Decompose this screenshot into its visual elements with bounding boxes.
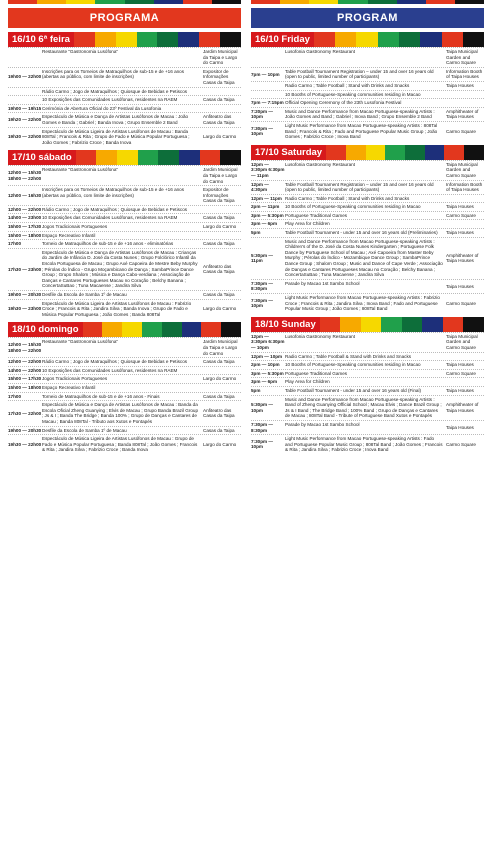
event-location: Casas da Taipa xyxy=(203,292,235,297)
schedule-row xyxy=(251,98,484,107)
event-description: Table Football Tournament Registration – under 15 and over 16 years old (open to public, limited number of participants) xyxy=(285,68,434,80)
schedule-row xyxy=(251,293,484,313)
event-location: Information Booth of Taipa Houses xyxy=(446,181,483,193)
event-location: Taipa Municipal Garden and Carmo Square xyxy=(446,49,478,66)
event-description: Torneio de Matraquilhos de sub-15 e de +16 anos - Finais xyxy=(42,393,160,399)
event-description: Torneio de Matraquilhos de sub-15 e de +16 anos - eliminatórias xyxy=(42,241,174,247)
event-description: Radio Carmo ; Table Football & Stand with Drinks and Snacks xyxy=(285,353,412,359)
event-location: Largo do Carmo xyxy=(203,441,237,447)
schedule-row xyxy=(8,67,241,87)
schedule-row xyxy=(8,392,241,401)
event-time: 12pm — 10pm xyxy=(251,353,283,359)
event-description: Inscrições para os Torneios de Matraquilhos de sub-15 e de +16 anos (abertas ao público, com limite de inscrições) xyxy=(42,68,185,80)
event-description: Light Music Performance from Macao Portuguese-speaking Artists : Fabrizio Croce ; Francois & Rita ; Jandira Silva ; Inova Band ; Fado and Portuguese Popular Music Group ; João Gomes ; 808Tal Band xyxy=(285,295,440,312)
top-stripe xyxy=(251,0,484,4)
schedule-row xyxy=(8,231,241,240)
event-description: Restaurante "Gastronomia Lusófona" xyxy=(42,167,119,173)
flag-stripes xyxy=(83,322,241,337)
event-description: Rádio Carmo ; Jogo de Matraquilhos ; Quiosque de Bebidas e Petiscos xyxy=(42,206,188,212)
event-description: Espectáculo de Música e Dança de Artistas Lusófonos de Macau : Banda da Escola Oficial Zheng Guanying ; Elvis de Macau ; Grupo Banda Brazil Group ; Js & I ; Banda The Bridge ; Banda 100% ; Grupo de Danças e Cantares de Macau ; Banda 808Tal - Tributo aos Xutos e Pontapés xyxy=(42,402,199,424)
event-time: 3pm — 6pm xyxy=(251,379,278,385)
event-time: 7:30pm — 10pm xyxy=(251,438,273,450)
event-location: Taipa Municipal Garden and Carmo Square xyxy=(446,333,478,350)
schedule-row xyxy=(8,127,241,147)
event-description: Desfile da Escola de Samba 1º de Macau xyxy=(42,427,127,433)
event-description: Table Football Tournament - under 15 and over 16 years old (Preliminaries) xyxy=(285,230,438,236)
event-description: Espaço Recreativo Infantil xyxy=(42,384,96,390)
schedule-row xyxy=(8,434,241,454)
event-time: 3pm — 5:30pm xyxy=(251,370,284,376)
event-time: 7:30pm — 10pm xyxy=(251,125,273,137)
event-time: 19h00 — 20h30 xyxy=(8,292,42,297)
event-description: 10 Exposições das Comunidades Lusófonas, residentes na RAEM xyxy=(42,215,178,221)
event-time: 19h20 — 22h00 xyxy=(8,117,42,123)
event-location: Largo do Carmo xyxy=(203,306,237,312)
event-location: Largo do Carmo xyxy=(203,224,237,230)
schedule-row xyxy=(251,360,484,369)
schedule-row xyxy=(8,213,241,222)
event-description: Official Opening Ceremony of the 23th Lusofonia Festival xyxy=(285,100,402,106)
top-stripe xyxy=(8,0,241,4)
schedule-row xyxy=(8,185,241,205)
event-location: Anfiteatro das Casas da Taipa xyxy=(203,407,235,419)
event-description: 10 Exposições das Comunidades Lusófonas, residentes na RAEM xyxy=(42,367,178,373)
schedule-row xyxy=(8,337,241,357)
event-time: 2pm — 11pm xyxy=(251,204,280,210)
event-location: Casas da Taipa xyxy=(203,359,235,365)
event-location: Jardim Municipal da Taipa e Largo do Carmo xyxy=(203,167,238,184)
event-description: Lusofonia Gastronomy Restaurant xyxy=(285,161,355,167)
schedule-row xyxy=(251,420,484,434)
event-time: 15h00 — 17h30 xyxy=(8,224,42,230)
event-time: 7:20pm — 10pm xyxy=(251,108,273,120)
schedule-row xyxy=(8,112,241,126)
event-description: Espectáculo de Música e Dança de Artistas Lusófonos de Macau : João Gomes e Banda ; Gabriel ; Banda Inova ; Grupo Ensemble 2 Band xyxy=(42,114,189,125)
schedule-row xyxy=(251,67,484,81)
program-title: PROGRAMA xyxy=(8,8,241,28)
event-time: 14h00 — 22h00 xyxy=(8,367,42,373)
event-time: 5pm xyxy=(251,230,261,236)
schedule-row xyxy=(8,400,241,425)
event-time: 17h00 xyxy=(8,241,22,247)
schedule-row xyxy=(251,180,484,194)
event-description: Jogos Tradicionais Portugueses xyxy=(42,224,108,230)
portuguese-column xyxy=(8,0,241,852)
event-time: 14h00 — 23h00 xyxy=(8,215,42,221)
event-time: 19h00 — 19h15 xyxy=(8,105,42,111)
event-time: 12h00 — 15h30 18h00 — 22h00 xyxy=(8,342,42,353)
event-description: Light Music Performance from Macao Portuguese-speaking Artists : 808Tal Band ; Francois & Rita ; Fado and Portuguese Popular Music Group ; João Gomes ; Fabrizio Croce ; Inova Band xyxy=(285,122,438,140)
schedule-row xyxy=(251,352,484,361)
event-location: Anfiteatro das Casas da Taipa xyxy=(203,114,235,125)
event-description: Music and Dance Performance from Macao Portuguese-speaking Artists : Band of Zheng Guanying Official School ; Macau Elvis ; Dance Brazil Group ; Js & I Band ; The Bridge Band ; 100% Band ; Grupo de Danças e Cantares de Macau ; 808Tal Band - Tribute of Portuguese Band Xutos e Pontapés xyxy=(285,396,442,419)
event-location: Casas da Taipa xyxy=(203,97,235,103)
event-location: Amphitheater of Taipa Houses xyxy=(446,252,479,264)
schedule-row xyxy=(251,211,484,220)
event-time: 7pm — 7:15pm xyxy=(251,100,284,106)
event-time: 7:30pm — 8:30pm xyxy=(251,421,273,433)
schedule-row xyxy=(8,239,241,248)
event-time: 19h30 — 22h00 xyxy=(8,134,42,140)
schedule-row xyxy=(251,47,484,67)
schedule-row xyxy=(8,374,241,383)
event-location: Taipa Houses xyxy=(446,362,474,368)
event-description: Desfile da Escola de Samba 1º de Macau xyxy=(42,292,127,297)
schedule-row xyxy=(251,202,484,211)
event-description: Light Music Performance from Macao Portuguese-speaking Artists : Fado and Portuguese Popular Music Group ; 808Tal Band ; João Gomes ; Francois & Rita ; Jandira Silva ; Fabrizio Croce ; Inova Band xyxy=(285,436,443,453)
event-time: 19h00 — 22h00 xyxy=(8,74,42,80)
event-location: Taipa Houses xyxy=(446,204,474,210)
event-location: Taipa Houses xyxy=(446,82,474,88)
day-header xyxy=(251,32,484,47)
event-description: Parade by Macao 1st Sambo School xyxy=(285,421,360,427)
event-time: 5pm xyxy=(251,387,261,393)
event-description: Radio Carmo ; Table Football ; Stand with Drinks and Snacks xyxy=(285,195,410,201)
day-header xyxy=(8,322,241,337)
flag-stripes xyxy=(314,32,484,47)
day-header xyxy=(8,150,241,165)
english-column xyxy=(251,0,484,852)
schedule-row xyxy=(251,81,484,90)
event-location: Expositor de Informações Casas da Taipa xyxy=(203,187,235,204)
event-description: Inscrições para os Torneios de Matraquilhos de sub-15 e de +16 anos (abertas ao público, com limite de inscrições) xyxy=(42,187,185,198)
event-time: 17h30 — 23h00 xyxy=(8,266,42,272)
flag-stripes xyxy=(74,32,241,47)
event-time: 3pm — 5:30pm xyxy=(251,212,284,218)
day-label: 18/10 Sunday xyxy=(251,317,320,332)
event-description: Espectáculo de Música Ligeira de Artistas Lusófonos de Macau : Banda 808Tal ; Francois & Rita ; Grupo de Fado e Música Popular Portuguesa ; João Gomes ; Fabrizio Croce ; Banda Inova xyxy=(42,128,190,145)
schedule-row xyxy=(251,219,484,228)
schedule-row xyxy=(251,121,484,141)
schedule-row xyxy=(8,95,241,104)
event-description: Restaurante "Gastronomia Lusófona" xyxy=(42,49,119,54)
event-description: Espectáculo de Música Ligeira de Artistas Lusófonos de Macau : Grupo de Fado e Música Popular Portuguesa ; Banda 808Tal ; João Gomes ; Francois & Rita ; Jandira Silva ; Fabrizio Croce ; Banda Inova xyxy=(42,436,198,453)
day-label: 16/10 6ª feira xyxy=(8,32,74,47)
schedule-row xyxy=(8,87,241,96)
day-label: 17/10 Saturday xyxy=(251,145,326,160)
event-description: Portuguese Traditional Games xyxy=(285,212,348,218)
day-label: 18/10 domingo xyxy=(8,322,83,337)
schedule-row xyxy=(251,90,484,99)
event-description: Lusofonia Gastronomy Restaurant xyxy=(285,333,355,339)
day-header xyxy=(251,145,484,160)
event-time: 12pm — 11pm xyxy=(251,195,282,201)
schedule-row xyxy=(251,228,484,237)
event-description: Cerimónia de Abertura Oficial do 23º Festival da Lusofonia xyxy=(42,105,162,111)
schedule-row xyxy=(8,290,241,299)
schedule-row xyxy=(8,104,241,113)
event-time: 12h00 — 22h00 xyxy=(8,359,42,365)
event-location: Casas da Taipa xyxy=(203,393,235,399)
event-time: 15h00 — 18h00 xyxy=(8,232,42,238)
schedule-row xyxy=(8,426,241,435)
schedule-row xyxy=(251,395,484,420)
event-description: Espectáculo de Música Ligeira de Artistas Lusófonos de Macau : Fabrizio Croce ; Francois & Rita ; Jandira Silva ; Banda Inova ; Grupo de Fado e Música Popular Portuguesa ; João Gomes ; Banda 808Tal xyxy=(42,300,192,317)
event-location: Largo do Carmo xyxy=(203,376,237,382)
event-description: 10 Exposições das Comunidades Lusófonas, residentes na RAEM xyxy=(42,97,178,103)
event-time: 12h00 — 15h30 18h00 — 22h00 xyxy=(8,170,42,181)
event-description: Rádio Carmo ; Jogo de Matraquilhos ; Quiosque de Bebidas e Petiscos xyxy=(42,88,188,94)
schedule-row xyxy=(8,47,241,67)
schedule-row xyxy=(251,194,484,203)
event-time: 19h30 — 22h00 xyxy=(8,441,42,447)
event-description: Music and Dance Performance from Macao Portuguese-speaking Artists : Children's of the D. José da Costa Nunes Kindergarten ; Portuguese Folk Dance by Portuguese School of Macau ; Axé Capoeira from Master Beby Murphy ; Pérolas do Índico - Mozambique Dance Group ; SambaPrince Dance Group ; Shalom Group ; Music and Dance of Cape Verde ; Associação de Danças e Cantares Portugueses Macau no Coração ; Belchy Banana ; ConcertaSuBao ; Tuna Macaense ; Jandira Silva xyxy=(285,238,443,278)
schedule-row xyxy=(251,369,484,378)
event-location: Casas da Taipa xyxy=(203,427,235,433)
event-time: 12h00 — 22h00 xyxy=(8,206,42,212)
event-location: Taipa Houses xyxy=(446,230,474,236)
event-location: Carmo Square xyxy=(446,128,476,134)
event-description: Music and Dance Performance from Macao Portuguese-speaking Artists : João Gomes and Band ; Gabriel ; Inova Band ; Grupo Ensemble 2 Band xyxy=(285,108,435,120)
event-description: Play Area for Children xyxy=(285,221,330,227)
schedule-row xyxy=(251,279,484,293)
event-location: Anfiteatro das Casas da Taipa xyxy=(203,263,235,275)
schedule-row xyxy=(251,332,484,352)
event-time: 5:30pm — 11pm xyxy=(251,252,273,264)
event-time: 7:30pm — 8:30pm xyxy=(251,280,273,292)
event-description: Espectáculo de Música e Dança de Artistas Lusófonos de Macau : Crianças do Jardim de Infância D. José da Costa Nunes ; Grupo Folclórico Infantil da Escola Portuguesa de Macau ; Grupo Axé Capoeira de Mestre Beby Murphy ; Pérolas do Índico - Grupo Moçambicano de Dança ; SambaPrince Dance Group ; Grupo Shalom ; Música e Dança Cabo-verdiana ; Associação de Danças e Cantares Portugueses Macau no Coração ; Belchy Banana ; ConcertaSuBao ; Tuna Macaense ; Jandira Silva xyxy=(42,249,198,289)
schedule-row xyxy=(251,107,484,121)
event-description: Portuguese Traditional Games xyxy=(285,370,348,376)
event-description: Table Football Tournament Registration – under 15 and over 16 years old (open to public, limited number of participants) xyxy=(285,181,434,193)
program-title: PROGRAM xyxy=(251,8,484,28)
schedule-row xyxy=(251,237,484,279)
event-description: 10 Booths of Portuguese-Speaking communities residing in Macao xyxy=(285,362,421,368)
event-description: Restaurante "Gastronomia Lusófona" xyxy=(42,339,119,345)
event-time: 3pm — 6pm xyxy=(251,221,278,227)
event-time: 12pm — 3:30pm 6:30pm — 10pm xyxy=(251,333,285,350)
day-label: 17/10 sábado xyxy=(8,150,76,165)
event-location: Information Booth of Taipa Houses xyxy=(446,68,483,80)
schedule-row xyxy=(251,386,484,395)
event-description: Table Football Tournament - under 15 and over 16 years old (Final) xyxy=(285,387,422,393)
event-location: Carmo Square xyxy=(446,441,476,447)
event-description: Radio Carmo ; Table Football ; Stand with Drinks and Snacks xyxy=(285,82,410,88)
schedule-row xyxy=(8,248,241,290)
schedule-row xyxy=(251,377,484,386)
event-location: Jardim Municipal da Taipa e Largo do Carmo xyxy=(203,339,238,356)
event-location: Taipa Houses xyxy=(446,283,474,289)
schedule-row xyxy=(8,383,241,392)
event-location: Taipa Municipal Garden and Carmo Square xyxy=(446,161,478,178)
event-time: 7pm — 10pm xyxy=(251,71,280,77)
event-time: 7:30pm — 10pm xyxy=(251,297,273,309)
event-time: 2pm — 10pm xyxy=(251,362,280,368)
event-time: 12pm — 4:30pm xyxy=(251,181,269,193)
event-location: Taipa Houses xyxy=(446,387,474,393)
event-location: Casas da Taipa xyxy=(203,241,235,247)
event-description: Parade by Macao 1st Sambo School xyxy=(285,280,360,286)
schedule-row xyxy=(251,160,484,180)
event-description: Play Area for Children xyxy=(285,379,330,385)
schedule-row xyxy=(251,434,484,454)
event-description: 10 Booths of Portuguese-Speaking communities residing in Macao xyxy=(285,204,421,210)
event-time: 15h00 — 18h00 xyxy=(8,384,42,390)
event-location: Amphitheater of Taipa Houses xyxy=(446,108,479,120)
event-description: Rádio Carmo ; Jogo de Matraquilhos ; Quiosque de Bebidas e Petiscos xyxy=(42,359,188,365)
event-location: Amphitheater of Taipa Houses xyxy=(446,402,479,413)
schedule-row xyxy=(8,165,241,185)
schedule-row xyxy=(8,366,241,375)
event-time: 19h30 — 23h00 xyxy=(8,306,42,312)
flag-stripes xyxy=(76,150,241,165)
event-location: Taipa Houses xyxy=(446,424,474,430)
event-time: 12h00 — 16h30 xyxy=(8,192,42,198)
event-description: Lusofonia Gastronomy Restaurant xyxy=(285,49,355,54)
day-header xyxy=(251,317,484,332)
event-description: Jogos Tradicionais Portugueses xyxy=(42,376,108,382)
flag-stripes xyxy=(320,317,484,332)
event-location: Casas da Taipa xyxy=(203,215,235,221)
event-location: Largo do Carmo xyxy=(203,134,237,140)
event-location: Expositor de Informações Casas da Taipa xyxy=(203,68,235,85)
event-location: Carmo Square xyxy=(446,300,476,306)
day-label: 16/10 Friday xyxy=(251,32,314,47)
flag-stripes xyxy=(326,145,484,160)
event-description: Espaço Recreativo Infantil xyxy=(42,232,96,238)
schedule-row xyxy=(8,299,241,319)
event-location: Jardim Municipal da Taipa e Largo do Carmo xyxy=(203,49,238,66)
event-location: Carmo Square xyxy=(446,212,476,218)
event-time: 12pm — 3:30pm 6:30pm — 11pm xyxy=(251,161,285,178)
event-description: 10 Booths of Portuguese-Speaking communities residing in Macao xyxy=(285,91,421,97)
event-time: 17h00 xyxy=(8,393,22,399)
day-header xyxy=(8,32,241,47)
event-time: 15h00 — 17h30 xyxy=(8,376,42,382)
schedule-row xyxy=(8,357,241,366)
schedule-row xyxy=(8,205,241,214)
event-time: 19h00 — 20h30 xyxy=(8,427,42,433)
schedule-row xyxy=(8,222,241,231)
event-location: Carmo Square xyxy=(446,370,476,376)
event-time: 5:30pm — 10pm xyxy=(251,402,273,413)
event-time: 17h30 — 22h00 xyxy=(8,410,42,416)
